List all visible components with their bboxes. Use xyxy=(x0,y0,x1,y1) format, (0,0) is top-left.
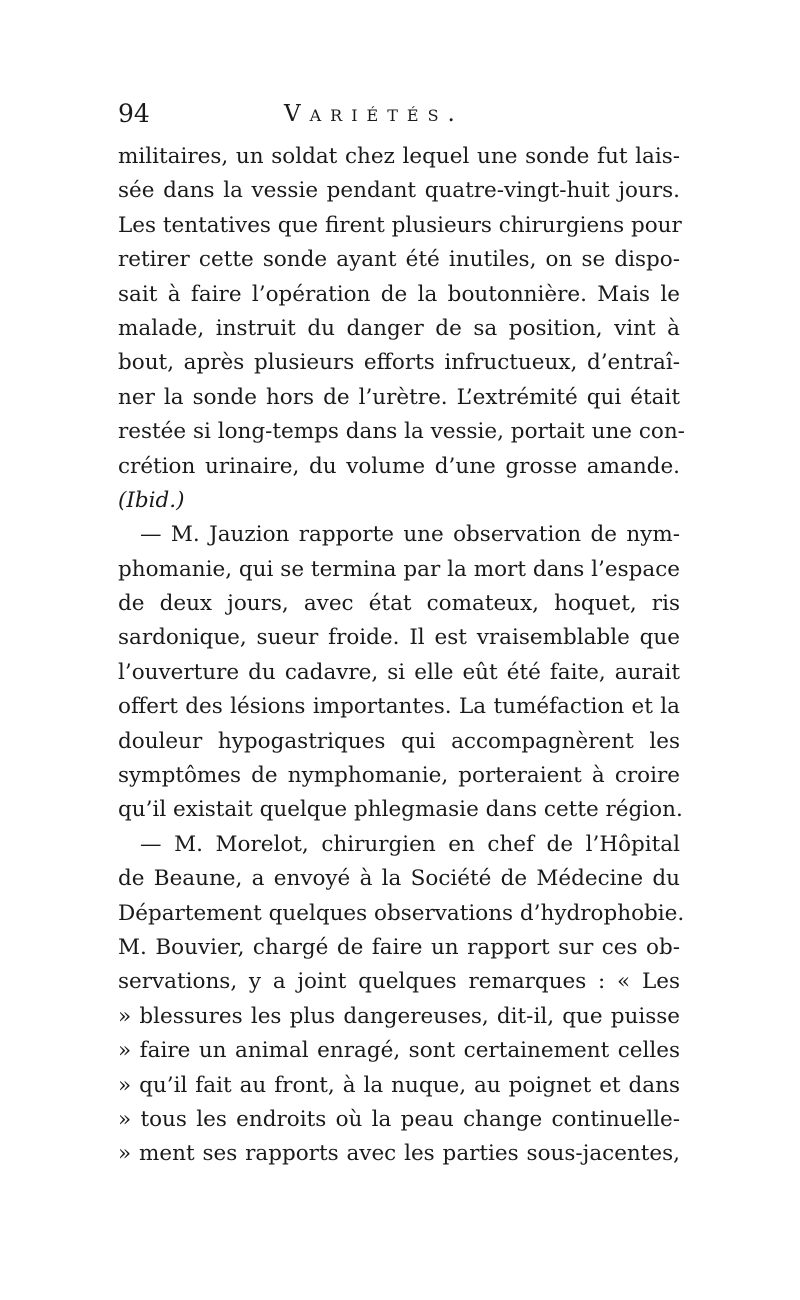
text-line: malade, instruit du danger de sa position, vint à xyxy=(118,315,680,341)
text-line: — M. Jauzion rapporte une observation de nym- xyxy=(140,522,680,548)
text-line: Département quelques observations d’hydrophobie. xyxy=(118,900,685,926)
text-line: — M. Morelot, chirurgien en chef de l’Hôpital xyxy=(140,831,680,857)
text-line: » tous les endroits où la peau change continuelle- xyxy=(118,1106,680,1132)
text-line: M. Bouvier, chargé de faire un rapport sur ces ob- xyxy=(118,934,680,960)
text-line: (Ibid.) xyxy=(118,487,185,513)
text-line: offert des lésions importantes. La tuméfaction et la xyxy=(118,694,680,720)
text-line: sardonique, sueur froide. Il est vraisemblable que xyxy=(118,625,680,651)
text-line: crétion urinaire, du volume d’une grosse amande. xyxy=(118,453,680,479)
text-line: » faire un animal enragé, sont certainement celles xyxy=(118,1038,680,1064)
text-line: douleur hypogastriques qui accompagnèrent les xyxy=(118,728,680,754)
text-line: Les tentatives que firent plusieurs chirurgiens pour xyxy=(118,212,682,238)
text-line: de deux jours, avec état comateux, hoquet, ris xyxy=(118,591,680,617)
text-line: qu’il existait quelque phlegmasie dans cette région. xyxy=(118,797,683,823)
text-line: » ment ses rapports avec les parties sous-jacentes, xyxy=(118,1141,680,1167)
text-line: de Beaune, a envoyé à la Société de Médecine du xyxy=(118,866,680,892)
text-line: phomanie, qui se termina par la mort dans l’espace xyxy=(118,556,680,582)
page-number: 94 xyxy=(118,99,150,128)
text-line: retirer cette sonde ayant été inutiles, on se dispo- xyxy=(118,247,680,273)
text-line: sée dans la vessie pendant quatre-vingt-huit jours. xyxy=(118,178,680,204)
text-line: servations, y a joint quelques remarques : « Les xyxy=(118,969,680,995)
text-line: bout, après plusieurs efforts infructueux, d’entraî- xyxy=(118,350,680,376)
running-title: Variétés. xyxy=(284,101,464,127)
text-line: symptômes de nymphomanie, porteraient à croire xyxy=(118,763,680,789)
text-line: ner la sonde hors de l’urètre. L’extrémité qui était xyxy=(118,384,680,410)
text-line: » qu’il fait au front, à la nuque, au poignet et dans xyxy=(118,1072,680,1098)
text-line: sait à faire l’opération de la boutonnière. Mais le xyxy=(118,281,680,307)
text-line: militaires, un soldat chez lequel une sonde fut lais- xyxy=(118,144,680,169)
text-line: » blessures les plus dangereuses, dit-il, que puisse xyxy=(118,1003,680,1029)
body-text xyxy=(118,140,685,1172)
text-line: l’ouverture du cadavre, si elle eût été faite, aurait xyxy=(118,659,680,685)
text-line: restée si long-temps dans la vessie, portait une con- xyxy=(118,419,685,445)
